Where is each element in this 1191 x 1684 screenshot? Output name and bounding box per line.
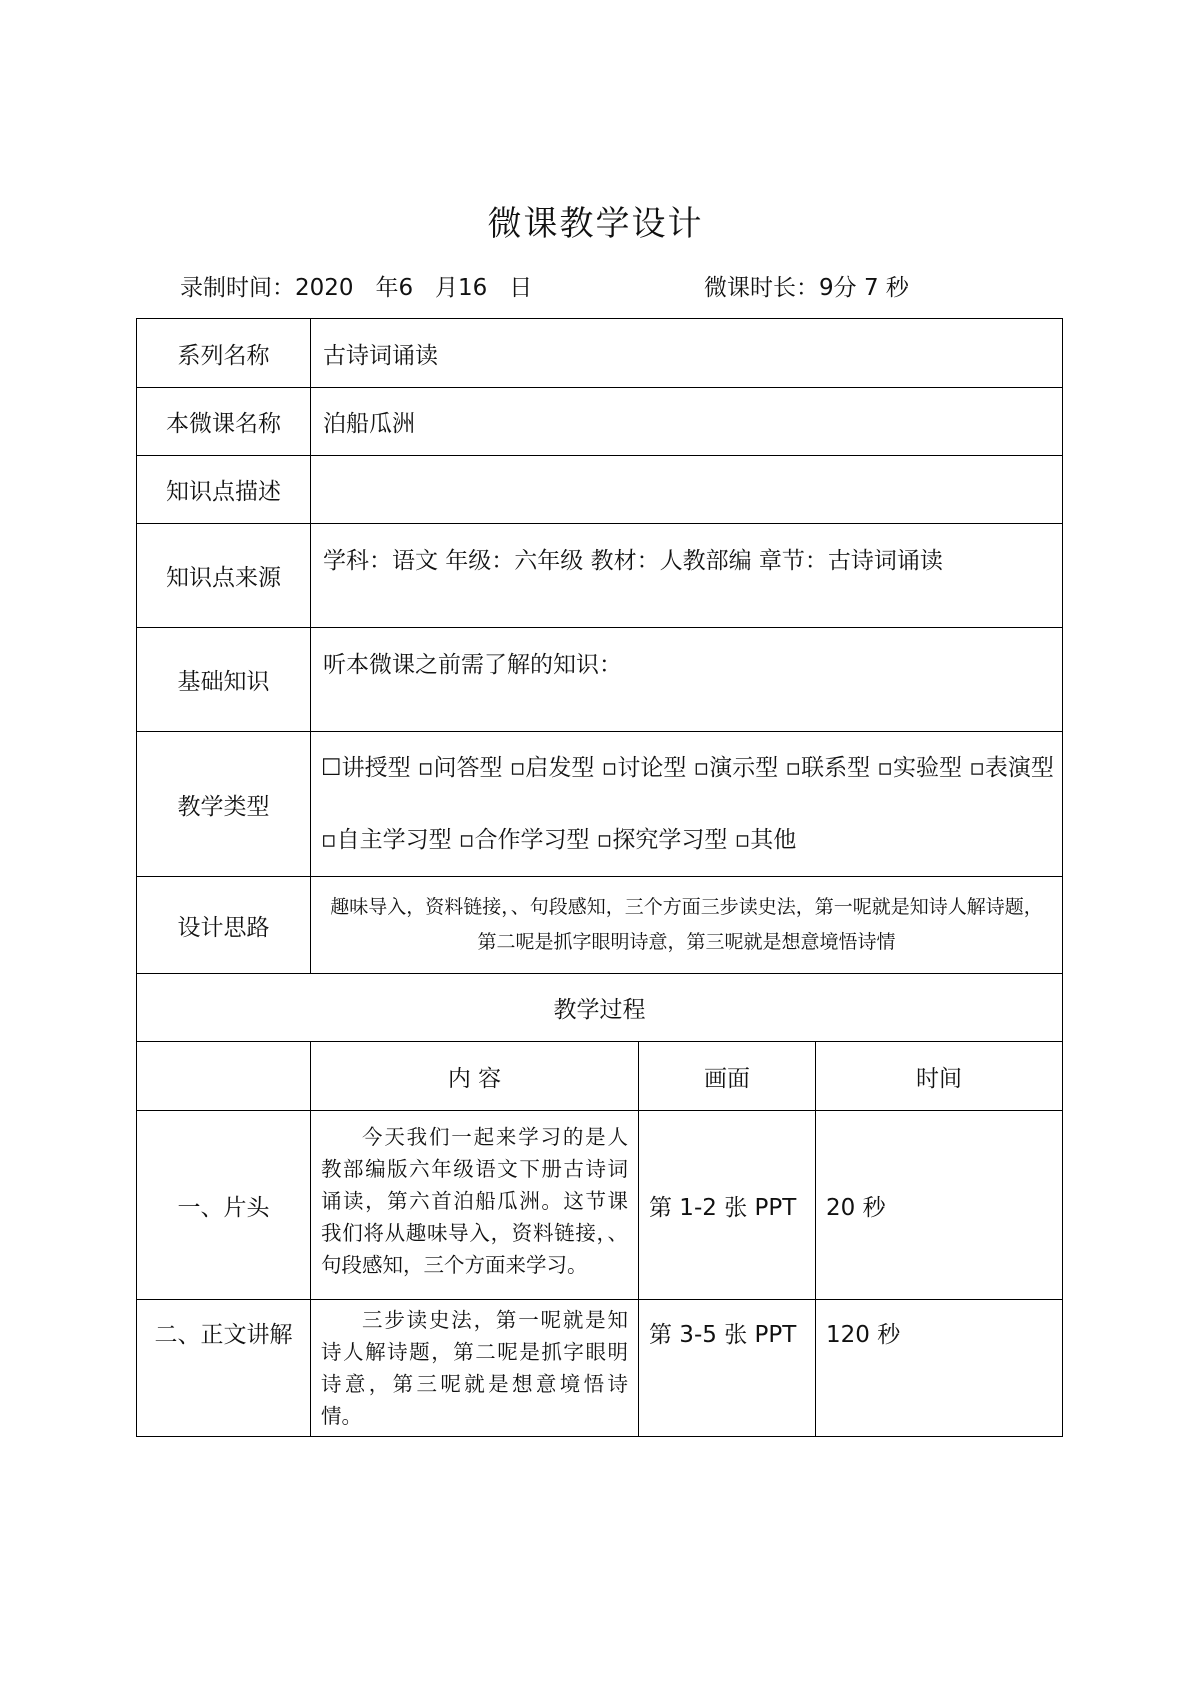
basic-knowledge-label: 基础知识 [137, 628, 311, 732]
header-stage [137, 1042, 311, 1111]
source-label: 知识点来源 [137, 524, 311, 628]
knowledge-desc-label: 知识点描述 [137, 456, 311, 524]
series-label: 系列名称 [137, 319, 311, 388]
screen-cell: 第 1-2 张 PPT [639, 1111, 816, 1300]
content-cell: 三步读史法，第一呢就是知诗人解诗题，第二呢是抓字眼明诗意，第三呢就是想意境悟诗情。 [311, 1300, 639, 1437]
knowledge-desc-row [137, 456, 1063, 524]
source-value: 学科：语文 年级：六年级 教材：人教部编 章节：古诗词诵读 [311, 524, 1063, 628]
process-title: 教学过程 [137, 974, 1063, 1042]
source-row [137, 524, 1063, 628]
series-row [137, 319, 1063, 388]
teaching-type-row [137, 732, 1063, 877]
basic-knowledge-value: 听本微课之前需了解的知识： [311, 628, 1063, 732]
design-value: 趣味导入，资料链接，、句段感知，三个方面三步读史法，第一呢就是知诗人解诗题，第二呢是抓字眼明诗意，第三呢就是想意境悟诗情 [311, 877, 1063, 974]
header-content: 内 容 [311, 1042, 639, 1111]
lesson-name-label: 本微课名称 [137, 388, 311, 456]
lesson-duration: 微课时长：9分 7 秒 [704, 275, 909, 301]
stage-cell: 一、片头 [137, 1111, 311, 1300]
lesson-name-row [137, 388, 1063, 456]
series-value: 古诗词诵读 [311, 319, 1063, 388]
lesson-name-value: 泊船瓜洲 [311, 388, 1063, 456]
process-row [137, 1300, 1063, 1437]
header-time: 时间 [816, 1042, 1063, 1111]
time-cell: 20 秒 [816, 1111, 1063, 1300]
content-cell: 今天我们一起来学习的是人教部编版六年级语文下册古诗词诵读，第六首泊船瓜洲。这节课我们将从趣味导入，资料链接，、句段感知，三个方面来学习。 [311, 1111, 639, 1300]
teaching-type-label: 教学类型 [137, 732, 311, 877]
teaching-type-options: ☐讲授型 ▫问答型 ▫启发型 ▫讨论型 ▫演示型 ▫联系型 ▫实验型 ▫表演型 ▫自主学习型 ▫合作学习型 ▫探究学习型 ▫其他 [311, 732, 1063, 877]
process-row [137, 1111, 1063, 1300]
lesson-design-table [136, 318, 1063, 1437]
basic-knowledge-row [137, 628, 1063, 732]
time-cell: 120 秒 [816, 1300, 1063, 1437]
record-time: 录制时间：2020 年6 月16 日 [180, 275, 533, 301]
design-row [137, 877, 1063, 974]
stage-cell: 二、正文讲解 [137, 1300, 311, 1437]
process-title-row [137, 974, 1063, 1042]
document-title: 微课教学设计 [487, 204, 704, 244]
knowledge-desc-value [311, 456, 1063, 524]
header-screen: 画面 [639, 1042, 816, 1111]
design-label: 设计思路 [137, 877, 311, 974]
process-header-row [137, 1042, 1063, 1111]
screen-cell: 第 3-5 张 PPT [639, 1300, 816, 1437]
